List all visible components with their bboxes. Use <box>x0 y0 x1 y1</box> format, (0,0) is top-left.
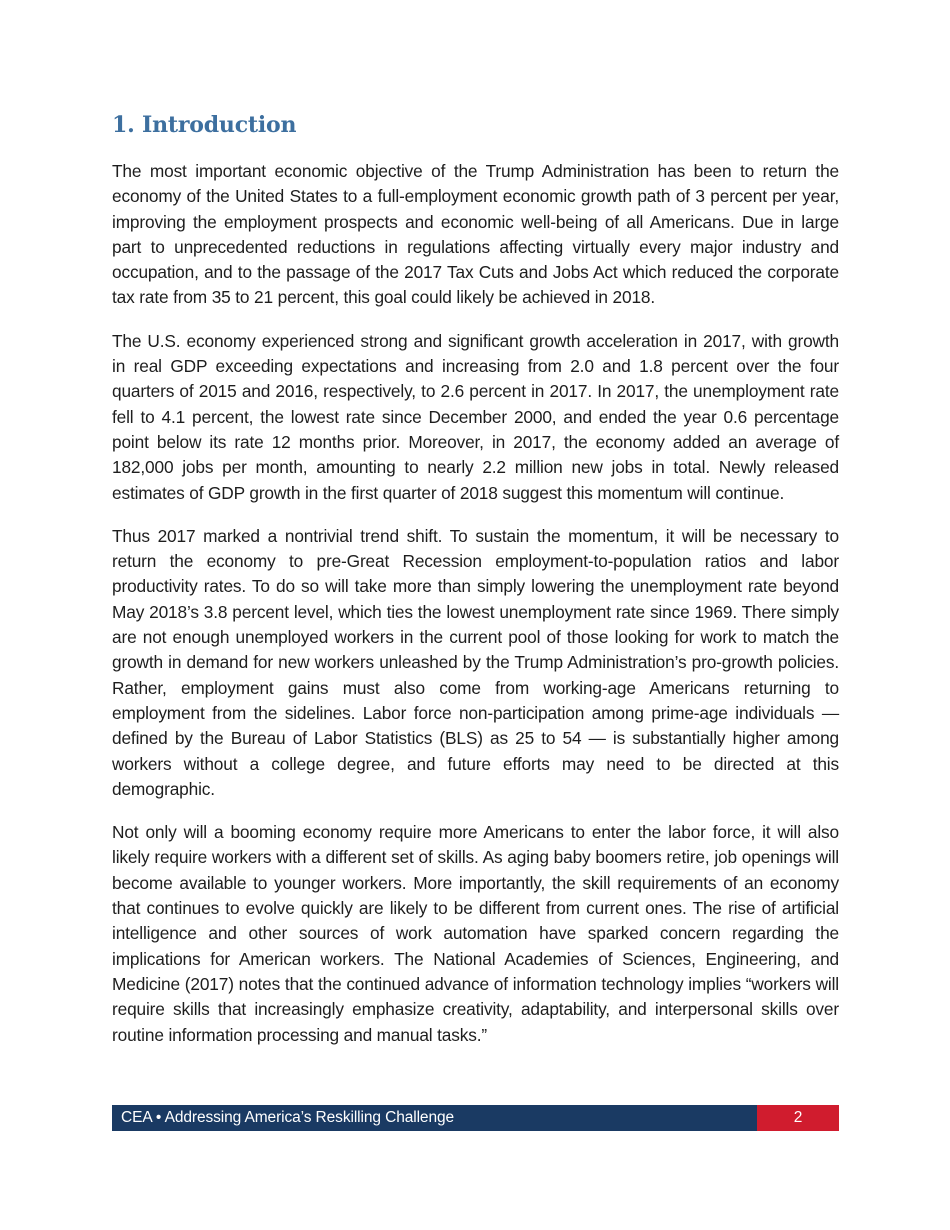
document-page <box>112 110 839 1066</box>
paragraph-4: Not only will a booming economy require more Americans to enter the labor force, it will also likely require workers with a different set of skills. As aging baby boomers retire, job openings will become available to younger workers. More importantly, the skill requirements of an economy that continues to evolve quickly are likely to be different from current ones. The rise of artificial intelligence and other sources of work automation have sparked concern regarding the implications for American workers. The National Academies of Sciences, Engineering, and Medicine (2017) notes that the continued advance of information technology implies “workers will require skills that increasingly emphasize creativity, adaptability, and interpersonal skills over routine information processing and manual tasks.” <box>112 822 839 1045</box>
footer-title: CEA • Addressing America’s Reskilling Challenge <box>121 1109 455 1126</box>
page-footer <box>112 1105 839 1131</box>
section-heading: 1. Introduction <box>112 112 297 138</box>
paragraph-1: The most important economic objective of the Trump Administration has been to return the economy of the United States to a full-employment economic growth path of 3 percent per year, improving the employment prospects and economic well-being of all Americans. Due in large part to unprecedented reductions in regulations affecting virtually every major industry and occupation, and to the passage of the 2017 Tax Cuts and Jobs Act which reduced the corporate tax rate from 35 to 21 percent, this goal could likely be achieved in 2018. <box>112 161 839 308</box>
page-number-badge: 2 <box>757 1105 839 1131</box>
paragraph-2: The U.S. economy experienced strong and significant growth acceleration in 2017, with growth in real GDP exceeding expectations and increasing from 2.0 and 1.8 percent over the four quarters of 2015 and 2016, respectively, to 2.6 percent in 2017. In 2017, the unemployment rate fell to 4.1 percent, the lowest rate since December 2000, and ended the year 0.6 percentage point below its rate 12 months prior. Moreover, in 2017, the economy added an average of 182,000 jobs per month, amounting to nearly 2.2 million new jobs in total. Newly released estimates of GDP growth in the first quarter of 2018 suggest this momentum will continue. <box>112 330 839 503</box>
paragraph-3: Thus 2017 marked a nontrivial trend shift. To sustain the momentum, it will be necessary to return the economy to pre-Great Recession employment-to-population ratios and labor productivity rates. To do so will take more than simply lowering the unemployment rate beyond May 2018’s 3.8 percent level, which ties the lowest unemployment rate since 1969. There simply are not enough unemployed workers in the current pool of those looking for work to match the growth in demand for new workers unleashed by the Trump Administration’s pro-growth policies. Rather, employment gains must also come from working-age Americans returning to employment from the sidelines. Labor force non-participation among prime-age individuals — defined by the Bureau of Labor Statistics (BLS) as 25 to 54 — is substantially higher among workers without a college degree, and future efforts may need to be directed at this demographic. <box>112 525 839 799</box>
